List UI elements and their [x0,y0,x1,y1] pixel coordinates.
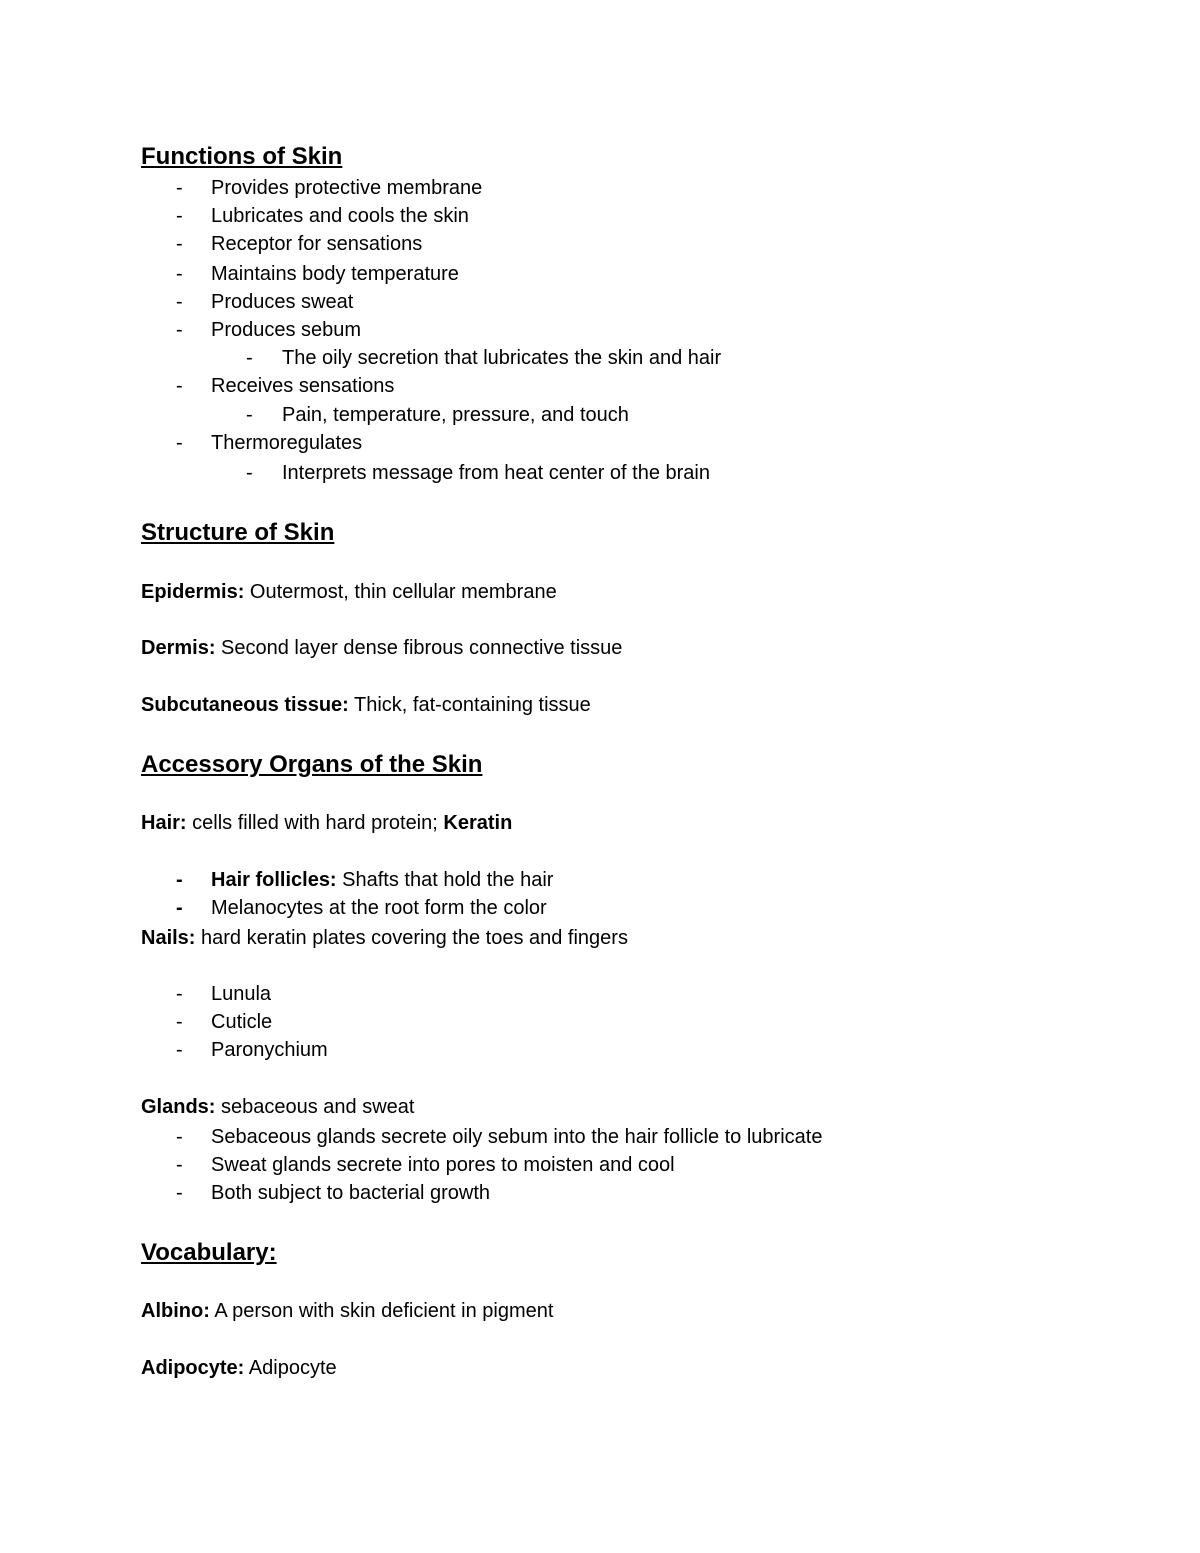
definition-nails: Nails: hard keratin plates covering the toes and fingers [141,927,628,949]
heading-vocabulary: Vocabulary: [141,1239,277,1266]
definition-subcutaneous: Subcutaneous tissue: Thick, fat-containing tissue [141,694,591,716]
definition-hair: Hair: cells filled with hard protein; Keratin [141,812,513,834]
definition-adipocyte: Adipocyte: Adipocyte [141,1357,337,1379]
definition-epidermis: Epidermis: Outermost, thin cellular membrane [141,581,557,603]
heading-functions: Functions of Skin [141,143,343,170]
heading-accessory: Accessory Organs of the Skin [141,751,483,778]
definition-dermis: Dermis: Second layer dense fibrous connective tissue [141,637,623,659]
definition-albino: Albino: A person with skin deficient in pigment [141,1300,554,1322]
heading-structure: Structure of Skin [141,519,335,546]
definition-glands: Glands: sebaceous and sweat [141,1096,415,1118]
